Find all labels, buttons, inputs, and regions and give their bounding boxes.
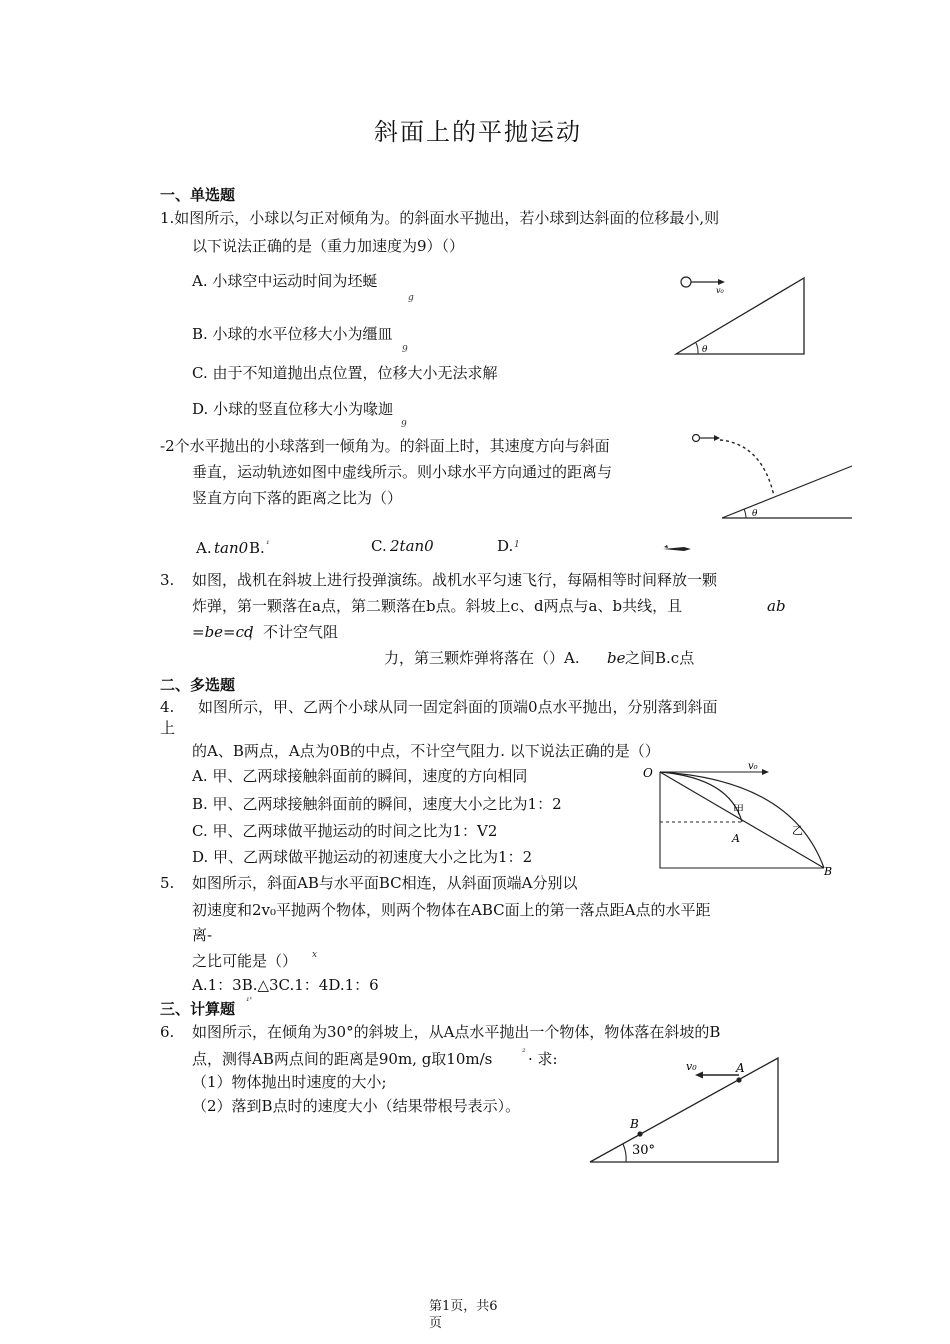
q4-stem-line2: 的A、B两点，A点为0B的中点，不计空气阻力. 以下说法正确的是（） [192, 742, 660, 760]
q6-sub-question-2: （2）落到B点时的速度大小（结果带根号表示）。 [192, 1097, 521, 1115]
page-title: 斜面上的平抛运动 [374, 118, 582, 146]
q4-option-c: C. 甲、乙两球做平抛运动的时间之比为1：V2 [192, 822, 498, 840]
q5-number: 5. [160, 874, 175, 892]
q1-option-a-sub: g [408, 293, 414, 303]
q1-option-b-sub: 9 [402, 345, 408, 355]
q3-plane-icon [662, 544, 692, 554]
q1-option-d: D. 小球的竖直位移大小为喙迦 [192, 400, 394, 418]
q6-sub-question-1: （1）物体抛出时速度的大小; [192, 1073, 387, 1091]
q3-number: 3. [160, 571, 175, 589]
q2-option-a-label: A. [196, 539, 212, 557]
q5-stem-line4: 之比可能是（） [192, 952, 298, 970]
q2-option-b-sup: ¹ [266, 540, 270, 550]
q6-fig-b-label: B [630, 1117, 639, 1131]
q5-stem-line1: 如图所示，斜面AB与水平面BC相连，从斜面顶端A分别以 [192, 874, 578, 892]
q3-stem-line3: ，不计空气阻 [248, 623, 339, 641]
q3-stem-line2: 炸弹，第一颗落在a点，第二颗落在b点。斜坡上c、d两点与a、b共线，且 [192, 597, 683, 615]
q1-fig-v0-label: v₀ [716, 286, 724, 295]
page-footer-line1: 第1页，共6 [429, 1299, 498, 1314]
q4-fig-b-label: B [824, 865, 833, 878]
q3-stem-line2-italic: ab [767, 597, 786, 615]
q4-fig-jia-label: 甲 [733, 803, 744, 816]
q4-fig-a-label: A [732, 832, 740, 845]
q4-stem-line1: 如图所示，甲、乙两个小球从同一固定斜面的顶端0点水平抛出，分别落到斜面 [198, 698, 718, 716]
q2-stem-line3: 竖直方向下落的距离之比为（） [192, 489, 403, 507]
q4-option-b: B. 甲、乙两球接触斜面前的瞬间，速度大小之比为1：2 [192, 795, 562, 813]
q4-fig-yi-label: 乙 [792, 824, 803, 837]
q4-number: 4. [160, 698, 175, 716]
q6-fig-a-label: A [736, 1061, 745, 1075]
q1-option-a: A. 小球空中运动时间为坯蜒 [192, 272, 378, 290]
q3-stem-line4-end: 之间B.c点 [625, 649, 695, 667]
q3-stem-line3-italic: =be=cd [192, 623, 254, 641]
q4-two-balls-figure [642, 762, 842, 878]
q6-number: 6. [160, 1023, 175, 1041]
section-heading-multi: 二、多选题 [160, 676, 236, 694]
q1-option-d-sub: 9 [401, 420, 407, 430]
q3-stem-line4: 力，第三颗炸弹将落在（）A. [384, 649, 580, 667]
q6-fig-v0-label: v₀ [686, 1060, 697, 1073]
q3-stem-line1: 如图，战机在斜坡上进行投弹演练。战机水平匀速飞行，每隔相等时间释放一颗 [192, 571, 718, 589]
page-footer-line2: 页 [429, 1316, 443, 1331]
section-heading-calc: 三、计算题 [160, 1000, 236, 1018]
section-heading-single: 一、单选题 [160, 186, 236, 204]
q2-option-d-sup: 1 [514, 540, 520, 550]
q2-stem-line1: -2个水平抛出的小球落到一倾角为。的斜面上时，其速度方向与斜面 [160, 437, 610, 455]
q2-option-a-value: tan0 [214, 539, 249, 557]
q4-fig-o-label: O [643, 766, 653, 780]
q4-stem-line1b: 上 [160, 719, 176, 737]
q2-fig-theta-label: θ [752, 509, 758, 519]
q1-option-c: C. 由于不知道抛出点位置，位移大小无法求解 [192, 364, 498, 382]
q6-stem-line2: 点，测得AB两点间的距离是90m, g取10m/s [192, 1050, 493, 1068]
q2-trajectory-figure [688, 432, 854, 524]
q2-stem-line2: 垂直，运动轨迹如图中虚线所示。则小球水平方向通过的距离与 [192, 463, 613, 481]
q2-option-c-value: 2tan0 [390, 537, 434, 555]
q6-stem-line2-end: · 求: [528, 1050, 558, 1068]
q4-fig-v0-label: v₀ [748, 761, 758, 772]
q5-stem-line2: 初速度和2v₀平抛两个物体，则两个物体在ABC面上的第一落点距A点的水平距 [192, 901, 711, 919]
q4-option-d: D. 甲、乙两球做平抛运动的初速度大小之比为1：2 [192, 848, 533, 866]
q6-stem-line2-sup: ² [522, 1048, 526, 1058]
q2-option-b-label: B. [249, 539, 265, 557]
q1-stem-line1: 1.如图所示，小球以匀正对倾角为。的斜面水平抛出，若小球到达斜面的位移最小,则 [160, 209, 720, 227]
q1-incline-figure [670, 272, 810, 360]
q2-option-c-label: C. [371, 537, 387, 555]
section-heading-calc-mark: ¹' [246, 997, 253, 1007]
q5-options: A.1：3B.△3C.1：4D.1：6 [192, 976, 379, 994]
q6-slope-figure [586, 1052, 782, 1168]
q1-option-b: B. 小球的水平位移大小为缰皿 [192, 325, 393, 343]
q6-stem-line1: 如图所示，在倾角为30°的斜坡上，从A点水平抛出一个物体，物体落在斜坡的B [192, 1023, 721, 1041]
q2-option-d-label: D. [497, 537, 514, 555]
q1-stem-line2: 以下说法正确的是（重力加速度为9）（） [192, 237, 465, 255]
q4-option-a: A. 甲、乙两球接触斜面前的瞬间，速度的方向相同 [192, 767, 528, 785]
q5-stem-line4-mark: x [312, 950, 318, 960]
q3-stem-line4-italic: be [607, 649, 626, 667]
q6-fig-angle-label: 30° [632, 1143, 656, 1158]
q1-fig-theta-label: θ [702, 345, 708, 355]
q5-stem-line3: 离- [192, 926, 213, 944]
